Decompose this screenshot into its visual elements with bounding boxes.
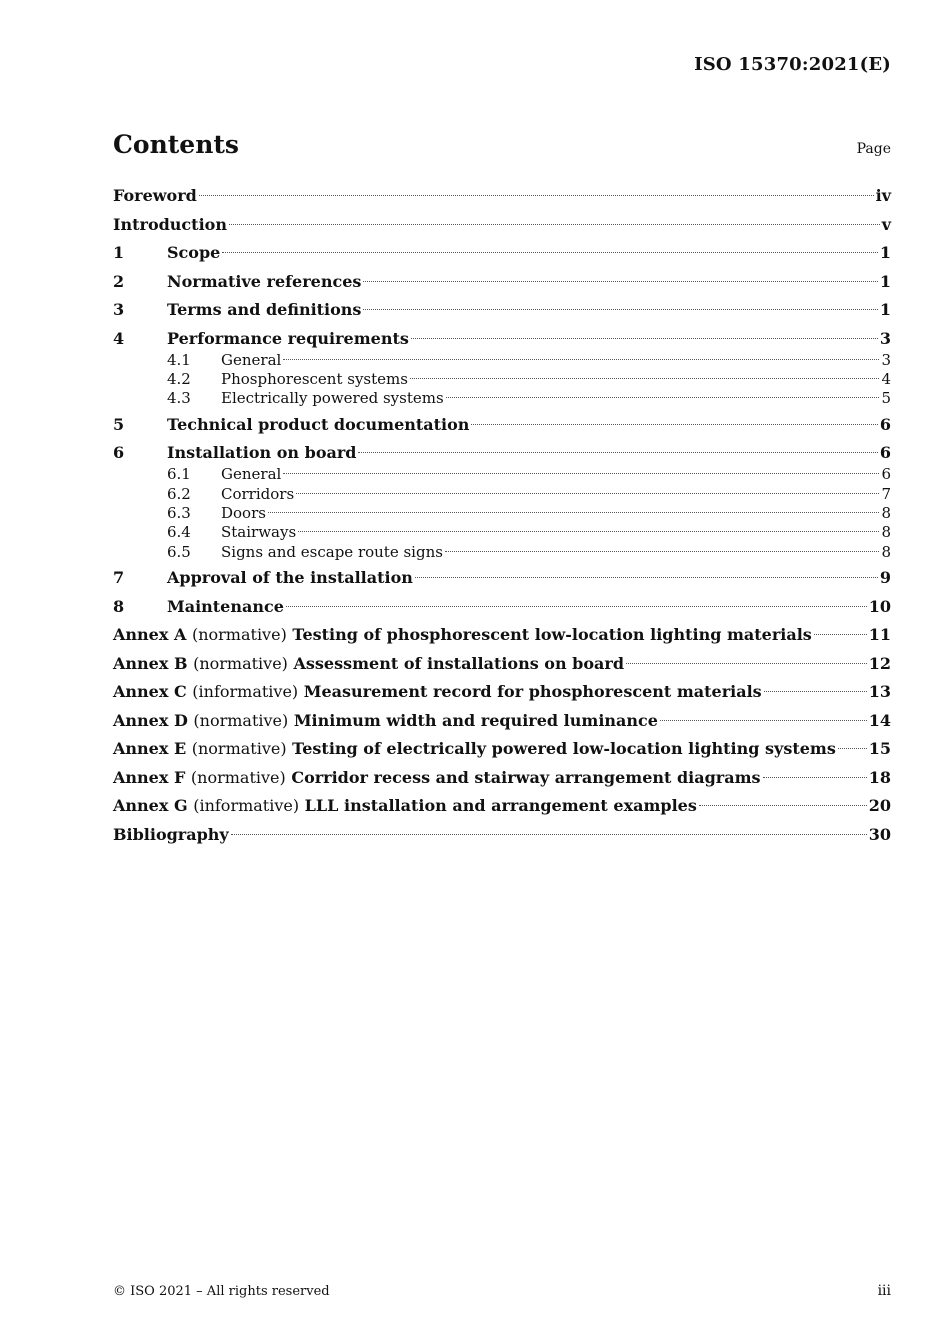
dot-leader — [699, 805, 867, 806]
annex-label: Annex B — [113, 653, 188, 673]
toc-entry-page: 11 — [868, 625, 891, 645]
toc-entry-title: Maintenance — [167, 596, 284, 616]
toc-entry-number: 6.1 — [167, 465, 191, 484]
document-id: ISO 15370:2021(E) — [694, 54, 891, 75]
toc-entry-page: 6 — [879, 414, 891, 434]
annex-type: (informative) — [192, 682, 299, 702]
toc-entry-title — [113, 652, 624, 676]
annex-type: (normative) — [190, 767, 286, 787]
toc-entry-number: 8 — [113, 596, 125, 616]
toc-entry-title: Scope — [167, 243, 221, 262]
contents-heading-row — [113, 130, 891, 159]
dot-leader — [838, 748, 867, 749]
dot-leader — [814, 634, 867, 635]
toc-entry-page: 8 — [881, 523, 891, 542]
dot-leader — [446, 397, 880, 398]
dot-leader — [231, 834, 867, 835]
dot-leader — [764, 691, 867, 692]
dot-leader — [268, 512, 879, 513]
dot-leader — [286, 606, 867, 607]
toc-entry-clause-4[interactable] — [113, 327, 891, 351]
toc-entry-number: 4.3 — [167, 389, 191, 408]
toc-entry-annex-f[interactable] — [113, 766, 891, 790]
toc-entry-number: 7 — [113, 568, 125, 588]
toc-entry-clause-6-5[interactable] — [113, 543, 891, 562]
toc-entry-clause-3[interactable] — [113, 298, 891, 322]
toc-entry-number: 6.4 — [167, 523, 191, 542]
toc-entry-bibliography[interactable] — [113, 823, 891, 847]
toc-entry-title: Phosphorescent systems — [221, 369, 408, 388]
annex-title: Measurement record for phosphorescent materials — [303, 682, 762, 702]
annex-title: Testing of phosphorescent low-location lighting materials — [292, 625, 812, 645]
toc-entry-page: iv — [875, 186, 891, 205]
annex-type: (informative) — [193, 796, 300, 816]
toc-entry-annex-g[interactable] — [113, 794, 891, 818]
footer-copyright: © ISO 2021 – All rights reserved — [113, 1284, 330, 1299]
toc-entry-number: 6.5 — [167, 542, 191, 561]
toc-entry-page: 6 — [881, 465, 891, 484]
toc-entry-page: 13 — [868, 682, 891, 702]
toc-entry-title: Terms and definitions — [167, 300, 362, 319]
toc-entry-page: 14 — [868, 710, 891, 730]
toc-entry-clause-6-3[interactable] — [113, 504, 891, 523]
toc-entry-page: 9 — [879, 568, 891, 588]
dot-leader — [363, 281, 877, 282]
toc-entry-number: 2 — [113, 271, 125, 291]
toc-entry-clause-1[interactable] — [113, 241, 891, 265]
annex-label: Annex D — [113, 710, 188, 730]
contents-title: Contents — [113, 130, 240, 159]
toc-entry-title: Technical product documentation — [167, 414, 470, 434]
toc-entry-page: 1 — [879, 243, 891, 262]
dot-leader — [660, 720, 867, 721]
toc-entry-clause-6-4[interactable] — [113, 523, 891, 542]
toc-entry-annex-d[interactable] — [113, 709, 891, 733]
toc-entry-number: 4 — [113, 328, 125, 348]
dot-leader — [471, 424, 877, 425]
toc-entry-foreword[interactable] — [113, 184, 891, 208]
toc-entry-page: 6 — [879, 443, 891, 463]
toc-entry-page: 10 — [868, 596, 891, 616]
dot-leader — [363, 309, 877, 310]
toc-entry-title: Performance requirements — [167, 328, 409, 348]
dot-leader — [626, 663, 867, 664]
toc-entry-title — [113, 709, 658, 733]
toc-entry-page: 8 — [881, 503, 891, 522]
dot-leader — [411, 338, 878, 339]
toc-entry-title: Bibliography — [113, 824, 229, 844]
annex-label: Annex C — [113, 682, 187, 702]
annex-title: Assessment of installations on board — [293, 653, 625, 673]
toc-entry-number: 3 — [113, 300, 125, 319]
toc-entry-clause-6[interactable] — [113, 441, 891, 465]
toc-entry-number: 6 — [113, 443, 125, 463]
toc-entry-title: Installation on board — [167, 443, 357, 463]
toc-entry-page: 1 — [879, 300, 891, 319]
toc-entry-number: 4.2 — [167, 369, 191, 388]
toc-entry-clause-5[interactable] — [113, 413, 891, 437]
annex-label: Annex E — [113, 739, 187, 759]
toc-entry-page: 12 — [868, 653, 891, 673]
toc-entry-clause-7[interactable] — [113, 566, 891, 590]
dot-leader — [296, 493, 879, 494]
toc-entry-title: Foreword — [113, 186, 197, 205]
toc-entry-title — [113, 680, 762, 704]
toc-entry-number: 1 — [113, 243, 125, 262]
page-column-label: Page — [856, 141, 891, 157]
toc-entry-title: Normative references — [167, 271, 362, 291]
annex-label: Annex G — [113, 796, 188, 816]
toc-entry-page: 30 — [868, 824, 891, 844]
toc-entry-number: 6.2 — [167, 484, 191, 503]
toc-entry-title — [113, 623, 812, 647]
dot-leader — [283, 359, 879, 360]
annex-type: (normative) — [191, 625, 287, 645]
toc-entry-clause-6-1[interactable] — [113, 465, 891, 484]
toc-entry-title: General — [221, 465, 282, 484]
dot-leader — [410, 378, 880, 379]
dot-leader — [283, 473, 879, 474]
toc-entry-clause-6-2[interactable] — [113, 485, 891, 504]
annex-type: (normative) — [193, 653, 288, 673]
toc-entry-number: 4.1 — [167, 350, 191, 369]
toc-entry-introduction[interactable] — [113, 213, 891, 237]
toc-entry-title: General — [221, 350, 282, 369]
toc-entry-title — [113, 766, 761, 790]
dot-leader — [298, 531, 879, 532]
toc-entry-annex-a[interactable] — [113, 623, 891, 647]
annex-title: Minimum width and required luminance — [293, 710, 658, 730]
annex-type: (normative) — [191, 739, 287, 759]
annex-label: Annex A — [113, 625, 187, 645]
dot-leader — [358, 452, 877, 453]
toc-entry-title: Electrically powered systems — [221, 389, 444, 408]
toc-entry-clause-8[interactable] — [113, 595, 891, 619]
toc-entry-title: Corridors — [221, 484, 295, 503]
toc-entry-title — [113, 737, 836, 761]
toc-entry-page: 4 — [881, 369, 891, 388]
toc-entry-clause-2[interactable] — [113, 270, 891, 294]
toc-entry-page: 15 — [868, 739, 891, 759]
toc-entry-title: Stairways — [221, 523, 297, 542]
toc-entry-annex-e[interactable] — [113, 737, 891, 761]
toc-entry-page: 8 — [881, 542, 891, 561]
toc-entry-page: 5 — [881, 389, 891, 408]
toc-entry-page: 20 — [868, 796, 891, 816]
table-of-contents — [113, 184, 891, 847]
toc-entry-annex-b[interactable] — [113, 652, 891, 676]
toc-entry-title: Introduction — [113, 214, 227, 234]
dot-leader — [222, 252, 878, 253]
dot-leader — [445, 551, 880, 552]
toc-entry-page: 3 — [881, 350, 891, 369]
annex-title: LLL installation and arrangement examples — [304, 796, 697, 816]
annex-title: Testing of electrically powered low-location lighting systems — [292, 739, 836, 759]
annex-title: Corridor recess and stairway arrangement diagrams — [291, 767, 761, 787]
annex-label: Annex F — [113, 767, 186, 787]
toc-entry-annex-c[interactable] — [113, 680, 891, 704]
annex-type: (normative) — [193, 710, 289, 730]
toc-entry-page: v — [881, 214, 891, 234]
toc-entry-clause-4-3[interactable] — [113, 389, 891, 408]
toc-entry-title: Approval of the installation — [167, 568, 413, 588]
toc-entry-page: 1 — [879, 271, 891, 291]
toc-entry-number: 6.3 — [167, 503, 191, 522]
toc-entry-number: 5 — [113, 414, 125, 434]
toc-entry-clause-4-2[interactable] — [113, 370, 891, 389]
toc-entry-clause-4-1[interactable] — [113, 351, 891, 370]
dot-leader — [199, 195, 874, 196]
toc-entry-title — [113, 794, 697, 818]
dot-leader — [415, 577, 878, 578]
toc-entry-page: 3 — [879, 328, 891, 348]
footer-page-number: iii — [877, 1283, 891, 1299]
dot-leader — [763, 777, 867, 778]
dot-leader — [229, 224, 880, 225]
toc-entry-title: Signs and escape route signs — [221, 542, 443, 561]
toc-entry-title: Doors — [221, 503, 266, 522]
toc-entry-page: 7 — [881, 484, 891, 503]
toc-entry-page: 18 — [868, 767, 891, 787]
